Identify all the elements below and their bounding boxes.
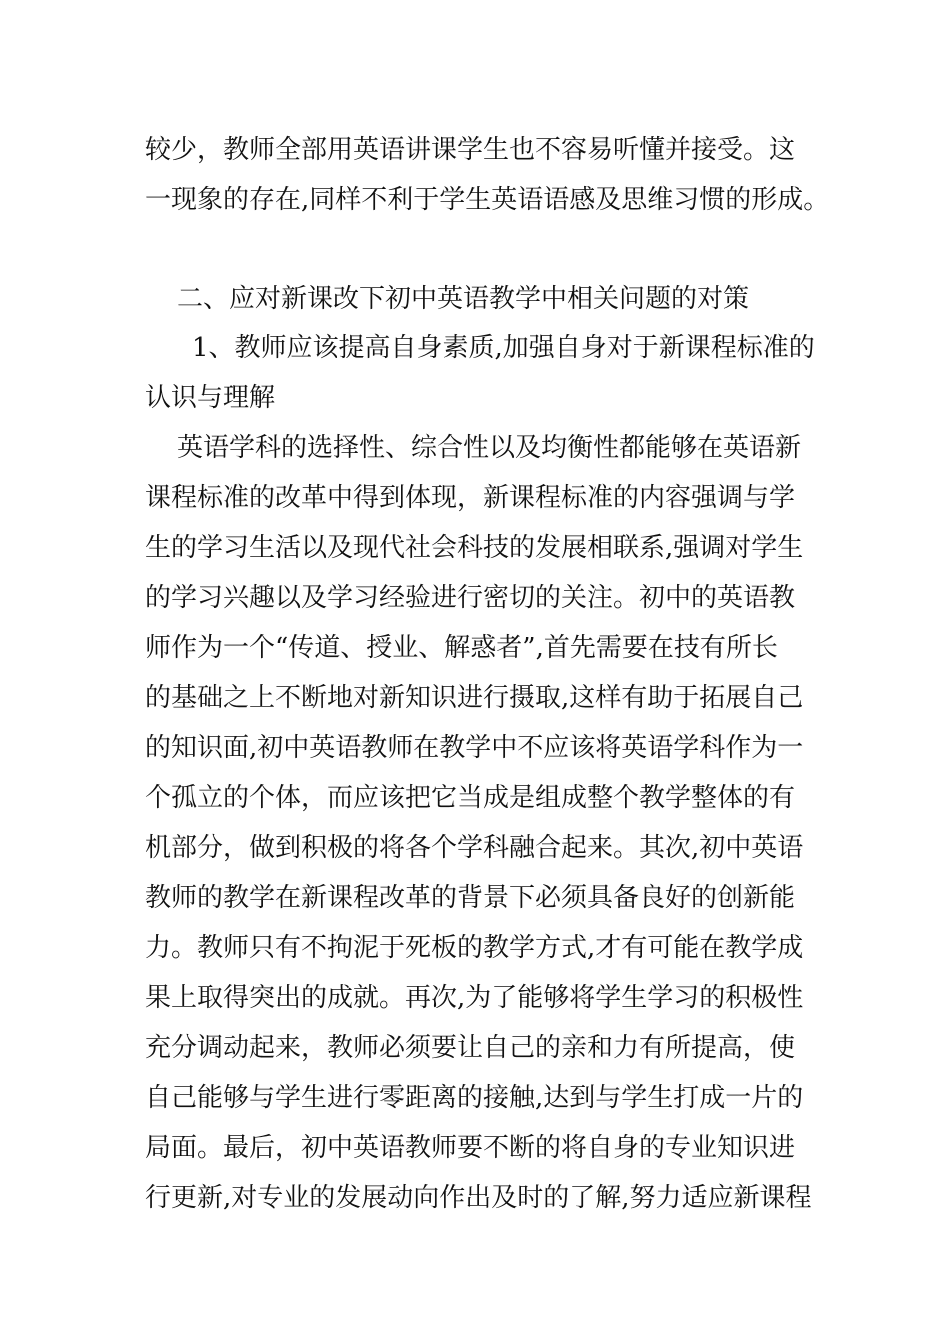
- text-line: 的知识面,初中英语教师在教学中不应该将英语学科作为一: [145, 733, 804, 763]
- section-heading: 二、应对新课改下初中英语教学中相关问题的对策: [177, 284, 750, 314]
- text-line: 行更新,对专业的发展动向作出及时的了解,努力适应新课程: [145, 1183, 812, 1213]
- text-line: 生的学习生活以及现代社会科技的发展相联系,强调对学生: [145, 533, 804, 563]
- text-line: 的基础之上不断地对新知识进行摄取,这样有助于拓展自己: [145, 683, 804, 713]
- subsection-heading-continued: 认识与理解: [145, 383, 276, 413]
- subsection-heading: 1、教师应该提高自身素质,加强自身对于新课程标准的: [192, 333, 815, 363]
- text-line: 局面。最后，初中英语教师要不断的将自身的专业知识进: [145, 1133, 796, 1163]
- text-line: 力。教师只有不拘泥于死板的教学方式,才有可能在教学成: [145, 933, 804, 963]
- text-line: 师作为一个“传道、授业、解惑者”,首先需要在技有所长: [145, 633, 778, 663]
- text-line: 充分调动起来，教师必须要让自己的亲和力有所提高，使: [145, 1033, 796, 1063]
- text-line: 个孤立的个体，而应该把它当成是组成整个教学整体的有: [145, 783, 796, 813]
- text-line: 英语学科的选择性、综合性以及均衡性都能够在英语新: [177, 433, 802, 463]
- text-line: 机部分，做到积极的将各个学科融合起来。其次,初中英语: [145, 833, 804, 863]
- text-line: 自己能够与学生进行零距离的接触,达到与学生打成一片的: [145, 1083, 804, 1113]
- text-line: 果上取得突出的成就。再次,为了能够将学生学习的积极性: [145, 983, 804, 1013]
- text-line: 的学习兴趣以及学习经验进行密切的关注。初中的英语教: [145, 583, 796, 613]
- text-line: 较少，教师全部用英语讲课学生也不容易听懂并接受。这: [145, 135, 796, 165]
- text-line: 教师的教学在新课程改革的背景下必须具备良好的创新能: [145, 883, 796, 913]
- text-line: 一现象的存在,同样不利于学生英语语感及思维习惯的形成。: [145, 185, 830, 215]
- text-line: 课程标准的改革中得到体现，新课程标准的内容强调与学: [145, 483, 796, 513]
